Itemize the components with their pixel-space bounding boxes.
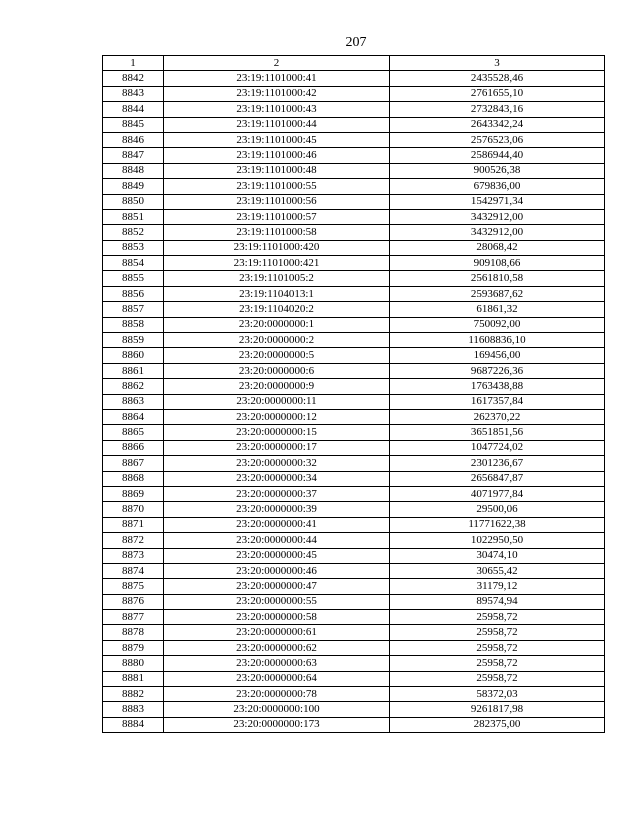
value-cell: 2435528,46 [390,71,605,86]
cadastral-number-cell: 23:19:1101000:48 [164,163,390,178]
table-row [103,440,605,455]
cadastral-number-cell: 23:20:0000000:46 [164,563,390,578]
value-cell: 31179,12 [390,579,605,594]
row-number-cell: 8881 [103,671,164,686]
value-cell: 1617357,84 [390,394,605,409]
header-row [103,56,605,71]
value-cell: 1763438,88 [390,379,605,394]
cadastral-number-cell: 23:20:0000000:1 [164,317,390,332]
row-number-cell: 8874 [103,563,164,578]
table-row [103,425,605,440]
value-cell: 58372,03 [390,687,605,702]
table-row [103,548,605,563]
value-cell: 2586944,40 [390,148,605,163]
cadastral-number-cell: 23:20:0000000:9 [164,379,390,394]
row-number-cell: 8870 [103,502,164,517]
table-row [103,717,605,732]
table-row [103,256,605,271]
cadastral-number-cell: 23:19:1104013:1 [164,286,390,301]
cadastral-number-cell: 23:19:1101000:58 [164,225,390,240]
cadastral-number-cell: 23:20:0000000:2 [164,333,390,348]
value-cell: 169456,00 [390,348,605,363]
value-cell: 30474,10 [390,548,605,563]
cadastral-number-cell: 23:20:0000000:5 [164,348,390,363]
cadastral-number-cell: 23:19:1101000:420 [164,240,390,255]
table-row [103,502,605,517]
value-cell: 3651851,56 [390,425,605,440]
table-row [103,563,605,578]
table-row [103,117,605,132]
header-col-2: 2 [164,56,390,71]
value-cell: 1047724,02 [390,440,605,455]
value-cell: 25958,72 [390,640,605,655]
table-row [103,486,605,501]
value-cell: 750092,00 [390,317,605,332]
table-row [103,302,605,317]
row-number-cell: 8868 [103,471,164,486]
table-row [103,102,605,117]
value-cell: 2732843,16 [390,102,605,117]
row-number-cell: 8849 [103,179,164,194]
table-row [103,194,605,209]
table-row [103,179,605,194]
table-row [103,333,605,348]
cadastral-number-cell: 23:20:0000000:39 [164,502,390,517]
row-number-cell: 8869 [103,486,164,501]
row-number-cell: 8852 [103,225,164,240]
row-number-cell: 8862 [103,379,164,394]
row-number-cell: 8843 [103,86,164,101]
cadastral-number-cell: 23:20:0000000:173 [164,717,390,732]
cadastral-number-cell: 23:20:0000000:47 [164,579,390,594]
header-col-1: 1 [103,56,164,71]
value-cell: 25958,72 [390,671,605,686]
table-row [103,348,605,363]
cadastral-number-cell: 23:20:0000000:6 [164,363,390,378]
row-number-cell: 8861 [103,363,164,378]
cadastral-number-cell: 23:20:0000000:58 [164,610,390,625]
cadastral-number-cell: 23:20:0000000:15 [164,425,390,440]
row-number-cell: 8876 [103,594,164,609]
table-row [103,379,605,394]
table-row [103,271,605,286]
row-number-cell: 8854 [103,256,164,271]
table-row [103,579,605,594]
table-row [103,687,605,702]
value-cell: 25958,72 [390,625,605,640]
header-col-3: 3 [390,56,605,71]
value-cell: 2761655,10 [390,86,605,101]
cadastral-number-cell: 23:20:0000000:100 [164,702,390,717]
table-row [103,625,605,640]
table-row [103,640,605,655]
row-number-cell: 8865 [103,425,164,440]
value-cell: 909108,66 [390,256,605,271]
table-body [103,71,605,733]
cadastral-number-cell: 23:19:1104020:2 [164,302,390,317]
row-number-cell: 8878 [103,625,164,640]
cadastral-number-cell: 23:20:0000000:34 [164,471,390,486]
value-cell: 3432912,00 [390,209,605,224]
value-cell: 9261817,98 [390,702,605,717]
table-row [103,456,605,471]
cadastral-number-cell: 23:20:0000000:12 [164,409,390,424]
table-header [103,56,605,71]
cadastral-number-cell: 23:19:1101000:46 [164,148,390,163]
row-number-cell: 8845 [103,117,164,132]
table-row [103,610,605,625]
cadastral-number-cell: 23:20:0000000:61 [164,625,390,640]
row-number-cell: 8846 [103,132,164,147]
value-cell: 2656847,87 [390,471,605,486]
value-cell: 900526,38 [390,163,605,178]
cadastral-number-cell: 23:19:1101000:57 [164,209,390,224]
row-number-cell: 8871 [103,517,164,532]
row-number-cell: 8866 [103,440,164,455]
row-number-cell: 8847 [103,148,164,163]
row-number-cell: 8853 [103,240,164,255]
row-number-cell: 8860 [103,348,164,363]
value-cell: 89574,94 [390,594,605,609]
table-row [103,86,605,101]
value-cell: 25958,72 [390,610,605,625]
value-cell: 4071977,84 [390,486,605,501]
cadastral-number-cell: 23:19:1101000:55 [164,179,390,194]
row-number-cell: 8848 [103,163,164,178]
cadastral-number-cell: 23:20:0000000:44 [164,533,390,548]
value-cell: 11608836,10 [390,333,605,348]
cadastral-number-cell: 23:20:0000000:64 [164,671,390,686]
table-row [103,209,605,224]
row-number-cell: 8858 [103,317,164,332]
cadastral-number-cell: 23:20:0000000:41 [164,517,390,532]
cadastral-number-cell: 23:19:1101000:42 [164,86,390,101]
table-row [103,132,605,147]
table-row [103,240,605,255]
row-number-cell: 8863 [103,394,164,409]
row-number-cell: 8873 [103,548,164,563]
cadastral-number-cell: 23:20:0000000:55 [164,594,390,609]
value-cell: 2643342,24 [390,117,605,132]
value-cell: 282375,00 [390,717,605,732]
value-cell: 30655,42 [390,563,605,578]
cadastral-number-cell: 23:19:1101005:2 [164,271,390,286]
value-cell: 9687226,36 [390,363,605,378]
cadastral-number-cell: 23:19:1101000:44 [164,117,390,132]
page-number: 207 [345,35,367,50]
cadastral-number-cell: 23:20:0000000:11 [164,394,390,409]
value-cell: 2593687,62 [390,286,605,301]
row-number-cell: 8856 [103,286,164,301]
value-cell: 28068,42 [390,240,605,255]
row-number-cell: 8864 [103,409,164,424]
value-cell: 61861,32 [390,302,605,317]
table-row [103,163,605,178]
value-cell: 2561810,58 [390,271,605,286]
row-number-cell: 8842 [103,71,164,86]
table-row [103,148,605,163]
row-number-cell: 8880 [103,656,164,671]
cadastral-number-cell: 23:19:1101000:43 [164,102,390,117]
value-cell: 29500,06 [390,502,605,517]
table-row [103,517,605,532]
row-number-cell: 8882 [103,687,164,702]
row-number-cell: 8877 [103,610,164,625]
row-number-cell: 8850 [103,194,164,209]
value-cell: 11771622,38 [390,517,605,532]
table-row [103,71,605,86]
row-number-cell: 8859 [103,333,164,348]
table-row [103,394,605,409]
row-number-cell: 8884 [103,717,164,732]
table-row [103,533,605,548]
row-number-cell: 8851 [103,209,164,224]
table-row [103,286,605,301]
table-row [103,671,605,686]
cadastral-number-cell: 23:20:0000000:32 [164,456,390,471]
value-cell: 262370,22 [390,409,605,424]
table-row [103,363,605,378]
value-cell: 1022950,50 [390,533,605,548]
cadastral-number-cell: 23:19:1101000:56 [164,194,390,209]
cadastral-number-cell: 23:20:0000000:62 [164,640,390,655]
table-row [103,225,605,240]
value-cell: 3432912,00 [390,225,605,240]
row-number-cell: 8867 [103,456,164,471]
row-number-cell: 8855 [103,271,164,286]
table-row [103,594,605,609]
cadastral-number-cell: 23:19:1101000:421 [164,256,390,271]
value-cell: 1542971,34 [390,194,605,209]
registry-table [102,55,605,733]
table-row [103,702,605,717]
table-row [103,656,605,671]
row-number-cell: 8883 [103,702,164,717]
value-cell: 25958,72 [390,656,605,671]
row-number-cell: 8857 [103,302,164,317]
table-row [103,471,605,486]
row-number-cell: 8844 [103,102,164,117]
cadastral-number-cell: 23:20:0000000:17 [164,440,390,455]
table-row [103,317,605,332]
value-cell: 2576523,06 [390,132,605,147]
cadastral-number-cell: 23:20:0000000:37 [164,486,390,501]
value-cell: 679836,00 [390,179,605,194]
cadastral-number-cell: 23:19:1101000:45 [164,132,390,147]
cadastral-number-cell: 23:20:0000000:63 [164,656,390,671]
value-cell: 2301236,67 [390,456,605,471]
row-number-cell: 8879 [103,640,164,655]
row-number-cell: 8872 [103,533,164,548]
cadastral-number-cell: 23:19:1101000:41 [164,71,390,86]
cadastral-number-cell: 23:20:0000000:45 [164,548,390,563]
table-row [103,409,605,424]
cadastral-number-cell: 23:20:0000000:78 [164,687,390,702]
row-number-cell: 8875 [103,579,164,594]
